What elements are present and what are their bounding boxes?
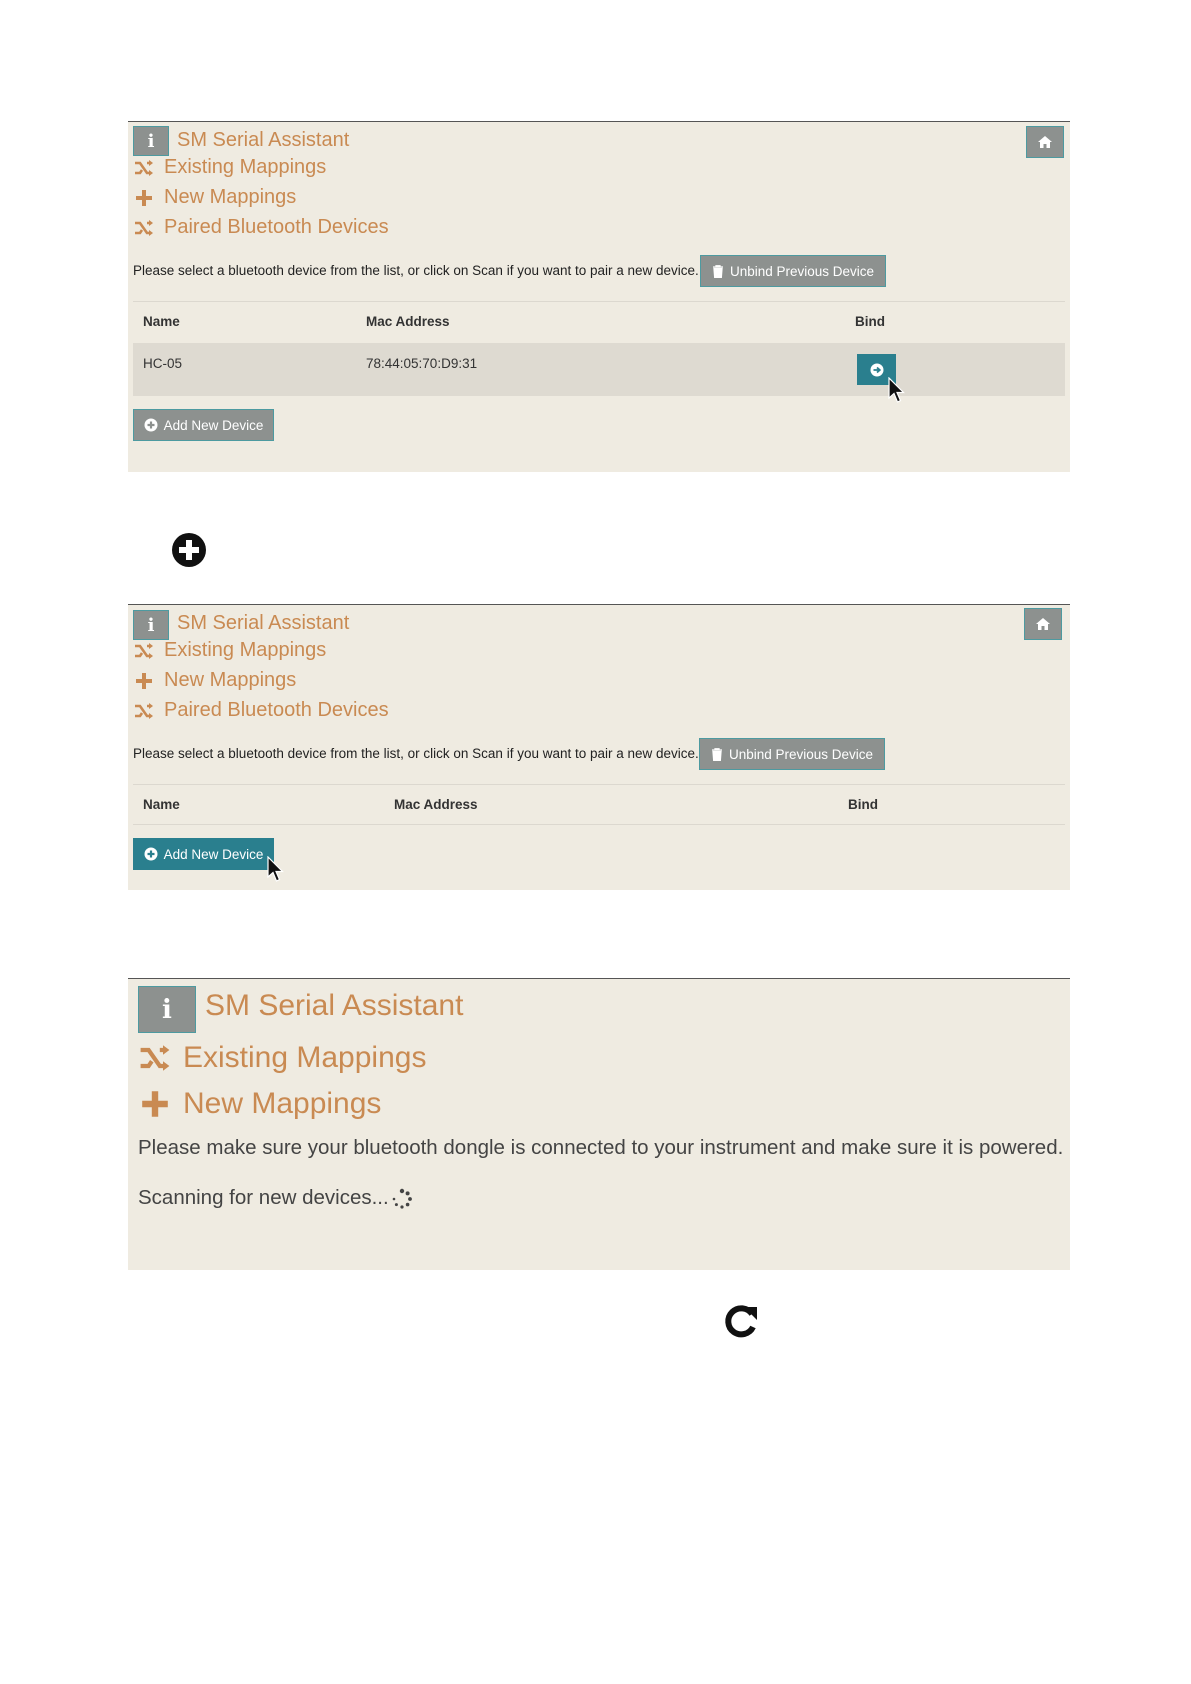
unbind-label: Unbind Previous Device	[728, 746, 874, 762]
column-header-name: Name	[143, 797, 180, 812]
shuffle-icon	[139, 1042, 171, 1074]
nav-paired-devices[interactable]	[134, 699, 389, 722]
instruction-text: Please select a bluetooth device from the list, or click on Scan if you want to pair a new device.	[133, 263, 699, 278]
column-header-mac: Mac Address	[366, 314, 450, 329]
nav-label: New Mappings	[164, 669, 297, 691]
nav-label: Paired Bluetooth Devices	[164, 699, 389, 721]
app-title: SM Serial Assistant	[177, 612, 350, 634]
nav-new-mappings[interactable]	[134, 669, 296, 692]
app-title: SM Serial Assistant	[205, 989, 464, 1022]
shuffle-icon	[134, 158, 154, 178]
add-new-device-button[interactable]	[133, 838, 274, 870]
add-new-device-button[interactable]	[133, 409, 274, 441]
home-button[interactable]	[1026, 126, 1064, 158]
column-header-mac: Mac Address	[394, 797, 478, 812]
plus-icon	[134, 671, 154, 691]
home-button[interactable]	[1024, 608, 1062, 640]
nav-existing-mappings[interactable]	[134, 639, 326, 662]
info-button[interactable]	[138, 986, 196, 1033]
mouse-pointer-icon	[888, 377, 906, 405]
trash-icon	[712, 265, 724, 278]
divider	[133, 784, 1065, 785]
plus-circle-icon	[144, 418, 158, 432]
shuffle-icon	[134, 641, 154, 661]
home-icon	[1037, 135, 1053, 149]
scanning-status	[138, 1186, 413, 1210]
nav-existing-mappings[interactable]	[134, 156, 326, 179]
nav-new-mappings[interactable]	[139, 1087, 381, 1121]
info-icon: i	[147, 130, 155, 152]
device-name: HC-05	[143, 356, 183, 371]
instruction-text: Please select a bluetooth device from the list, or click on Scan if you want to pair a new device.	[133, 746, 699, 761]
nav-new-mappings[interactable]	[134, 186, 296, 209]
plus-circle-icon	[144, 847, 158, 861]
device-mac: 78:44:05:70:D9:31	[366, 356, 478, 371]
scan-devices-panel	[128, 978, 1070, 1270]
paired-devices-panel	[128, 121, 1070, 472]
column-header-bind: Bind	[848, 797, 878, 812]
nav-label: Paired Bluetooth Devices	[164, 216, 389, 238]
trash-icon	[711, 748, 723, 761]
column-header-name: Name	[143, 314, 180, 329]
scanning-status-text: Scanning for new devices...	[138, 1186, 389, 1209]
spinner-icon	[391, 1188, 413, 1210]
mouse-pointer-icon	[267, 856, 285, 884]
dongle-instruction-text: Please make sure your bluetooth dongle is connected to your instrument and make sure it is powered.	[138, 1136, 1064, 1159]
add-label: Add New Device	[163, 846, 264, 862]
plus-circle-icon	[171, 532, 207, 568]
shuffle-icon	[134, 218, 154, 238]
shuffle-icon	[134, 701, 154, 721]
nav-label: Existing Mappings	[164, 156, 327, 178]
divider	[133, 824, 1065, 825]
nav-existing-mappings[interactable]	[139, 1041, 426, 1075]
unbind-previous-device-button[interactable]	[699, 738, 885, 770]
divider	[133, 301, 1065, 302]
nav-paired-devices[interactable]	[134, 216, 389, 239]
paired-devices-panel-empty	[128, 604, 1070, 890]
unbind-label: Unbind Previous Device	[729, 263, 875, 279]
table-row	[133, 343, 1065, 396]
plus-icon	[139, 1088, 171, 1120]
plus-icon	[134, 188, 154, 208]
app-title: SM Serial Assistant	[177, 129, 350, 151]
nav-label: Existing Mappings	[164, 639, 327, 661]
add-label: Add New Device	[163, 417, 264, 433]
nav-label: New Mappings	[183, 1087, 382, 1120]
nav-label: Existing Mappings	[183, 1041, 427, 1074]
nav-label: New Mappings	[164, 186, 297, 208]
info-button[interactable]	[133, 610, 169, 640]
info-icon: i	[147, 614, 155, 636]
home-icon	[1035, 617, 1051, 631]
refresh-icon	[722, 1302, 760, 1340]
column-header-bind: Bind	[855, 314, 885, 329]
info-button[interactable]	[133, 126, 169, 156]
info-icon: i	[162, 994, 172, 1025]
unbind-previous-device-button[interactable]	[700, 255, 886, 287]
arrow-circle-right-icon	[870, 363, 884, 377]
